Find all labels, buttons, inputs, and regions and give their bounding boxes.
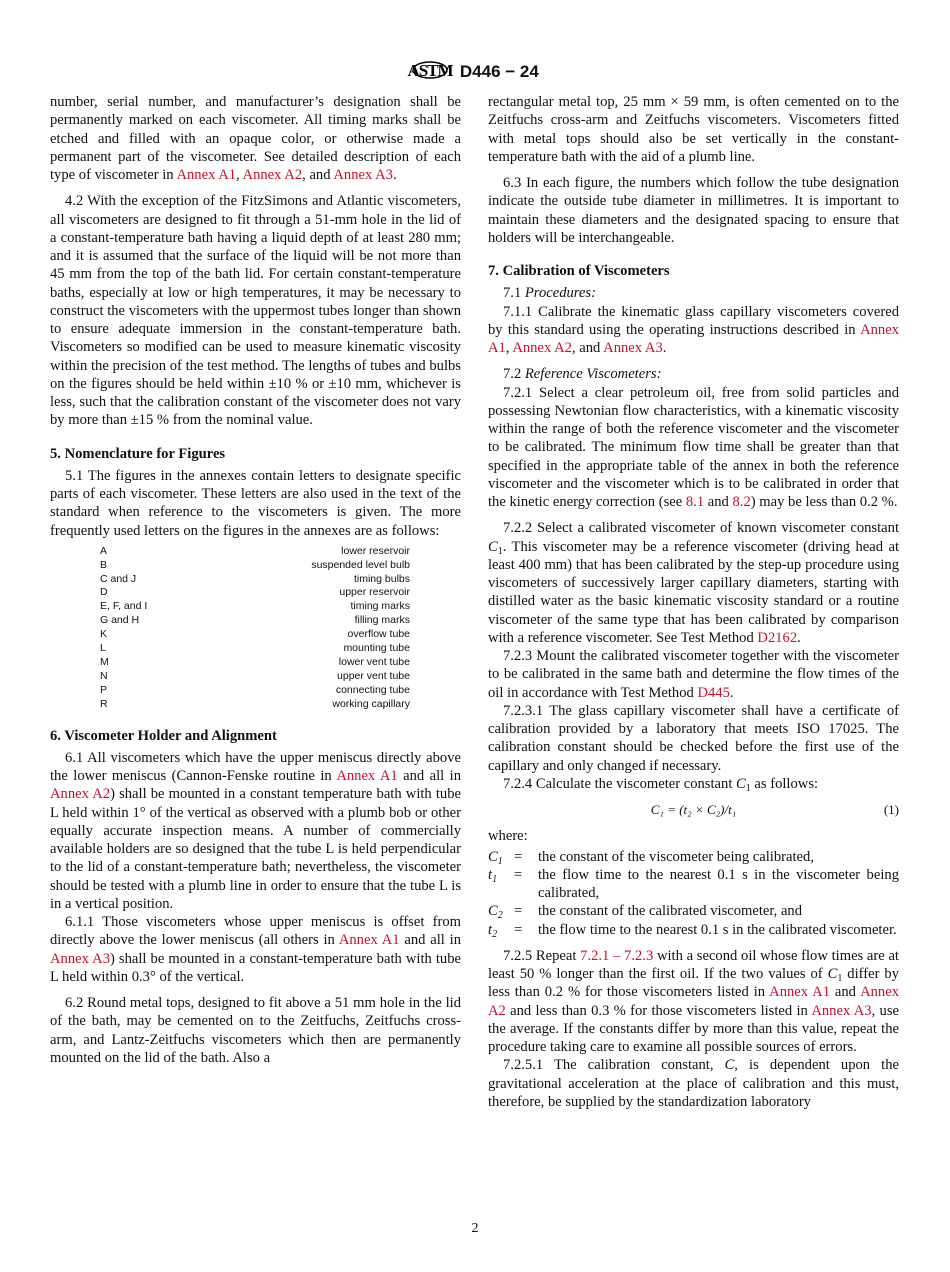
letter: K	[100, 628, 108, 641]
text: 7.2	[503, 366, 525, 383]
symbol-letter: t	[488, 921, 493, 938]
letter: M	[100, 656, 109, 668]
paragraph	[488, 384, 899, 512]
text: as follows:	[750, 775, 819, 792]
text: ) may be less than 0.2 %.	[750, 494, 898, 510]
table-row	[100, 573, 410, 587]
text: 7.2.1 Select a clear petroleum oil, free from solid particles and possessing Newtonian flow characteristics, with a kinematic viscosity within the range of both the reference viscometer and the viscometer to be calibrated. The minimum flow time shall be greater than that specified in the appropriate table of the annex in both the reference viscometer and the viscometer which is to be calibrated in order that the kinetic energy correction (see	[488, 384, 899, 510]
section-heading	[488, 262, 899, 280]
definition-row	[488, 902, 899, 920]
symbol-letter: C	[488, 848, 498, 865]
text: , and	[302, 167, 334, 183]
text: , is dependent upon the gravitational acceleration at the place of calibration and this must, therefore, be supplied by the standardization laboratory	[488, 1057, 899, 1110]
text: ,	[505, 340, 513, 356]
part-description: lower vent tube	[338, 656, 410, 668]
definition-row	[488, 848, 899, 866]
table-row	[100, 642, 410, 656]
part-description: mounting tube	[343, 642, 410, 655]
text: differ by less than 0.2 % for those viscometers listed in	[488, 966, 899, 1001]
page-header	[0, 56, 950, 89]
definition-text: the flow time to the nearest 0.1 s in the viscometer being calibrated,	[538, 866, 899, 901]
paragraph	[488, 827, 899, 845]
equation	[488, 801, 899, 819]
symbol	[488, 866, 514, 903]
cross-reference-link[interactable]: Annex A2	[50, 786, 111, 803]
text: 6.1.1 Those viscometers whose upper meniscus is offset from directly above the lower meniscus (all others in	[50, 914, 461, 949]
letter: N	[100, 669, 108, 682]
paragraph	[488, 365, 899, 383]
text: .	[729, 684, 734, 701]
paragraph	[488, 519, 899, 647]
paragraph	[488, 303, 899, 358]
text: 5.1 The figures in the annexes contain letters to designate specific parts of each viscometer. These letters are also used in the text of the standard when reference to the viscometers is given. The more frequently used letters on the figures in the annexes are as follows:	[50, 467, 461, 539]
paragraph	[50, 994, 461, 1067]
definition-row	[488, 921, 899, 939]
italic-text: C	[827, 966, 838, 982]
page-number: 2	[471, 1221, 479, 1236]
text: with a second oil whose flow times are at least 50 % longer than the first oil. If the two values of	[488, 947, 899, 982]
part-description: working capillary	[332, 697, 410, 710]
cross-reference-link[interactable]: Annex A2	[242, 167, 303, 183]
cross-reference-link[interactable]: Annex A1	[338, 932, 400, 949]
paragraph	[50, 467, 461, 540]
text: rectangular metal top, 25 mm × 59 mm, is often cemented on to the Zeitfuchs cross-arm and Zeitfuchs viscometers. Viscometers fitted with metal tops should also be set vertically in the constant-temperature bath with the aid of a plumb line.	[488, 94, 899, 165]
text: ,	[236, 167, 243, 183]
equals-sign: =	[514, 921, 523, 938]
symbol-subscript: 2	[497, 910, 503, 922]
symbol-subscript: 1	[497, 855, 503, 867]
paragraph	[488, 647, 899, 702]
paragraph	[488, 775, 899, 793]
text: , and	[571, 340, 604, 356]
part-description: filling marks	[354, 614, 410, 627]
text: ) shall be mounted in a constant-temperature bath with tube L held within 0.3° of the vertical.	[50, 950, 461, 985]
letter: G and H	[100, 614, 140, 627]
italic-text: Reference Viscometers:	[524, 366, 662, 383]
text: and	[704, 494, 733, 510]
table-row	[100, 600, 410, 614]
symbol-letter: t	[488, 866, 493, 883]
document-designation: D446 − 24	[459, 61, 539, 81]
definition-text: the constant of the calibrated viscometer, and	[538, 903, 803, 920]
paragraph	[50, 749, 461, 913]
letter: A	[100, 544, 108, 557]
letter: D	[100, 586, 108, 599]
equals-sign: =	[514, 903, 523, 920]
cross-reference-link[interactable]: D445	[697, 684, 730, 701]
text: , use the average. If the constants differ by more than this value, repeat the procedure taking care to examine all possible sources of errors.	[488, 1002, 899, 1055]
text: 7.1	[503, 285, 525, 302]
text: 7.2.3 Mount the calibrated viscometer together with the viscometer to be calibrated in the same bath and determine the flow times of the oil in accordance with Test Method	[488, 648, 899, 701]
part-description: connecting tube	[335, 683, 410, 696]
letter: L	[100, 642, 106, 655]
paragraph	[50, 913, 461, 986]
text: 7.2.5 Repeat	[503, 947, 581, 964]
paragraph	[488, 947, 899, 1057]
paragraph	[488, 174, 899, 247]
letter: R	[100, 697, 108, 710]
table-row	[100, 586, 410, 600]
part-description: upper vent tube	[337, 669, 410, 682]
text: and	[830, 984, 861, 1001]
equation-formula: C₁ = (t₂ × C₂)/t₁	[650, 802, 737, 817]
definition-text: the constant of the viscometer being calibrated,	[538, 848, 814, 865]
table-row	[100, 656, 410, 670]
paragraph	[50, 93, 461, 184]
right-column	[488, 93, 899, 1111]
cross-reference-link[interactable]: Annex A1	[488, 321, 899, 356]
part-description: upper reservoir	[339, 586, 410, 599]
nomenclature-table	[100, 545, 410, 712]
cross-reference-link[interactable]: 8.1	[685, 494, 705, 510]
text: 6.2 Round metal tops, designed to fit above a 51 mm hole in the lid of the bath, may be cemented on to the Zeitfuchs, Zeitfuchs cross-arm, and Lantz-Zeitfuchs viscometers which then are permanently mounted on the lid of the bath. Also a	[50, 995, 461, 1066]
paragraph	[50, 192, 461, 429]
subscript: 1	[837, 973, 843, 984]
cross-reference-link[interactable]: Annex A1	[176, 167, 237, 183]
astm-logo-icon	[407, 56, 453, 89]
symbol-subscript: 2	[492, 928, 498, 940]
text: 6.3 In each figure, the numbers which follow the tube designation indicate the outside tube diameter in millimetres. It is important to maintain these diameters and the designated spacing to ensure that holders will be interchangeable.	[488, 175, 899, 246]
variable-definitions	[488, 848, 899, 939]
text: 7.2.4 Calculate the viscometer constant	[503, 775, 737, 792]
cross-reference-link[interactable]: Annex A3	[603, 340, 663, 356]
italic-text: C	[724, 1057, 735, 1074]
cross-reference-link[interactable]: 7.2.1 – 7.2.3	[580, 947, 654, 964]
cross-reference-link[interactable]: 8.2	[732, 494, 751, 510]
table-row	[100, 670, 410, 684]
symbol	[488, 921, 514, 939]
letter: C and J	[100, 572, 137, 585]
symbol-letter: C	[488, 903, 498, 920]
paragraph	[488, 284, 899, 302]
subscript: 1	[497, 545, 503, 557]
text: and all in	[399, 932, 461, 949]
letter: P	[100, 683, 108, 696]
italic-text: Procedures:	[524, 285, 596, 302]
text: 7.2.5.1 The calibration constant,	[503, 1057, 725, 1074]
cross-reference-link[interactable]: Annex A2	[488, 984, 899, 1019]
cross-reference-link[interactable]: Annex A3	[811, 1002, 872, 1019]
svg-text:ASTM: ASTM	[407, 61, 453, 80]
text: ) shall be mounted in a constant temperature bath with tube L held within 1° of the vertical as observed with a plumb bob or other equally accurate inspection means. A number of commercially available holders are so designed that the tube L is held perpendicular to the lid of a constant-temperature bath; nevertheless, the viscometer should be tested with a plumb line in order to ensure that the tube L is in a vertical position.	[50, 786, 461, 912]
cross-reference-link[interactable]: D2162	[757, 629, 798, 646]
text: 7.2.2 Select a calibrated viscometer of known viscometer constant	[503, 520, 899, 537]
equals-sign: =	[514, 848, 523, 865]
subscript: 1	[745, 782, 751, 794]
text: and all in	[397, 768, 461, 785]
table-row	[100, 628, 410, 642]
equation-number: (1)	[883, 802, 899, 817]
table-row	[100, 545, 410, 559]
text: .	[392, 167, 397, 183]
text: 4.2 With the exception of the FitzSimons and Atlantic viscometers, all viscometers are designed to fit through a 51-mm hole in the lid of a constant-temperature bath having a liquid depth of at least 280 mm; and it is assumed that the surface of the liquid will be not more than 45 mm from the top of the bath lid. For certain constant-temperature baths, especially at low or high temperatures, it may be necessary to construct the viscometers with the uppermost tubes longer than shown to ensure adequate immersion in the constant-temperature bath. Viscometers so modified can be used to measure kinematic viscosity within the precision of the test method. The lengths of tubes and bulbs on the figures should be held within ±10 % or ±10 mm, whichever is less, such that the calibration constant of the viscometer does not vary by more than ±15 % from the nominal value.	[50, 193, 461, 429]
cross-reference-link[interactable]: Annex A1	[336, 768, 398, 785]
cross-reference-link[interactable]: Annex A3	[50, 950, 110, 967]
text: and less than 0.3 % for those viscometers listed in	[505, 1002, 812, 1019]
part-description: overflow tube	[347, 628, 410, 641]
text: 7.2.3.1 The glass capillary viscometer shall have a certificate of calibration provided by a laboratory that meets ISO 17025. The calibration constant should be checked before the first use of the capillary and only changed if necessary.	[488, 702, 899, 774]
paragraph	[488, 1056, 899, 1111]
table-row	[100, 698, 410, 712]
text: 5. Nomenclature for Figures	[50, 445, 226, 462]
text: .	[797, 629, 801, 646]
table-row	[100, 614, 410, 628]
text: .	[662, 340, 667, 356]
cross-reference-link[interactable]: Annex A3	[333, 167, 393, 183]
italic-text: C	[736, 775, 746, 792]
cross-reference-link[interactable]: Annex A1	[769, 984, 831, 1001]
left-column	[50, 93, 461, 1067]
symbol-subscript: 1	[492, 873, 498, 885]
table-row	[100, 684, 410, 698]
text: 6.1 All viscometers which have the upper meniscus directly above the lower meniscus (Cannon-Fenske routine in	[50, 749, 461, 785]
equals-sign: =	[514, 866, 523, 883]
text: 7. Calibration of Viscometers	[488, 263, 670, 279]
italic-text: C	[488, 538, 498, 555]
symbol	[488, 902, 514, 920]
text: . This viscometer may be a reference viscometer (driving head at least 400 mm) that has been calibrated by the step-up procedure using viscometers of successively larger capillary diameters, starting with distilled water as the basic kinematic viscosity standard or a routine viscometer of the same type that has been calibrated by comparison with a reference viscometer. See Test Method	[488, 538, 899, 646]
section-heading	[50, 445, 461, 463]
letter: E, F, and I	[100, 600, 148, 613]
text: 6. Viscometer Holder and Alignment	[50, 727, 277, 744]
letter: B	[100, 558, 108, 571]
paragraph	[488, 93, 899, 166]
part-description: lower reservoir	[341, 544, 410, 557]
table-row	[100, 559, 410, 573]
text: where:	[488, 828, 528, 845]
definition-text: the flow time to the nearest 0.1 s in the calibrated viscometer.	[538, 921, 897, 938]
paragraph	[488, 702, 899, 775]
cross-reference-link[interactable]: Annex A2	[512, 340, 572, 356]
text: 7.1.1 Calibrate the kinematic glass capillary viscometers covered by this standard using the operating instructions described in	[488, 303, 899, 338]
part-description: timing marks	[350, 600, 410, 613]
symbol	[488, 848, 514, 866]
definition-row	[488, 866, 899, 903]
section-heading	[50, 727, 461, 745]
part-description: timing bulbs	[353, 572, 410, 585]
text: number, serial number, and manufacturer’s designation shall be permanently marked on each viscometer. All timing marks shall be etched and filled with an opaque color, or otherwise made a permanent part of the viscometer. See detailed description of each type of viscometer in	[50, 94, 461, 183]
part-description: suspended level bulb	[311, 558, 410, 571]
